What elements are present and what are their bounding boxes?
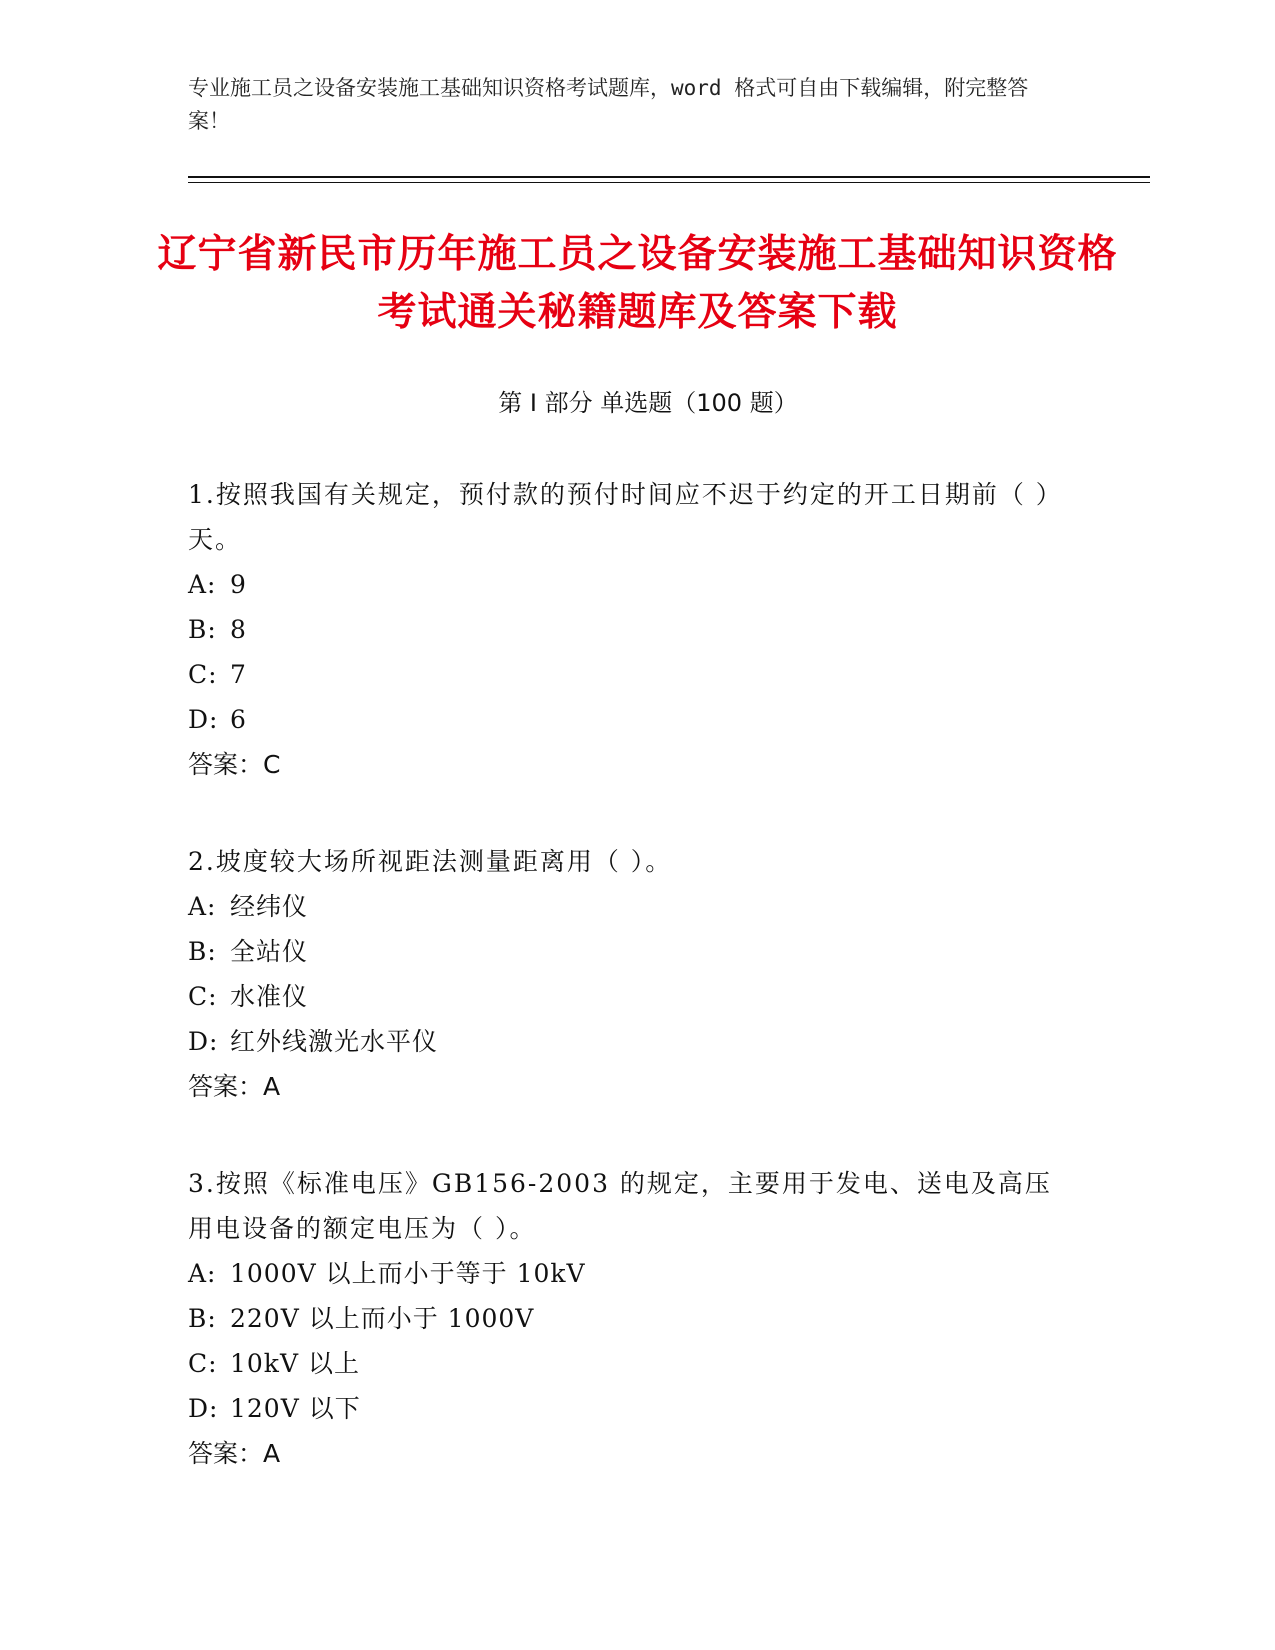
header-divider-thin (188, 182, 1150, 183)
section-title: 第 I 部分 单选题（100 题） (498, 389, 798, 417)
option-a (188, 884, 1068, 929)
answer-line: 答案：A (188, 1072, 281, 1101)
option-letter: B: (188, 937, 217, 966)
option-letter: C: (188, 982, 218, 1011)
question-stem: 3.按照《标准电压》GB156-2003 的规定，主要用于发电、送电及高压用电设备的额定电压为（ ）。 (188, 1169, 1052, 1243)
answer-line: 答案：A (188, 1439, 281, 1468)
question-list (188, 472, 1068, 1528)
question-stem: 2.坡度较大场所视距法测量距离用（ ）。 (188, 847, 673, 876)
header-divider-thick (188, 176, 1150, 178)
option-c (188, 974, 1068, 1019)
option-a (188, 562, 1068, 607)
question-2 (188, 839, 1068, 1109)
answer-line: 答案：C (188, 750, 281, 779)
option-text: 全站仪 (230, 937, 309, 966)
option-c (188, 652, 1068, 697)
option-letter: A: (188, 570, 217, 599)
option-a (188, 1251, 1068, 1296)
option-text: 经纬仪 (230, 892, 309, 921)
document-title: 辽宁省新民市历年施工员之设备安装施工基础知识资格考试通关秘籍题库及答案下载 (157, 232, 1118, 335)
option-text: 120V 以下 (230, 1394, 361, 1423)
header-note: 专业施工员之设备安装施工基础知识资格考试题库，word 格式可自由下载编辑，附完整答案！ (188, 76, 1029, 133)
option-text: 7 (230, 660, 247, 689)
option-letter: C: (188, 1349, 218, 1378)
option-d (188, 1386, 1068, 1431)
question-1 (188, 472, 1068, 787)
option-b (188, 1296, 1068, 1341)
option-letter: C: (188, 660, 218, 689)
option-text: 1000V 以上而小于等于 10kV (230, 1259, 586, 1288)
option-letter: A: (188, 1259, 217, 1288)
option-letter: B: (188, 615, 217, 644)
option-b (188, 929, 1068, 974)
option-letter: D: (188, 705, 219, 734)
option-letter: D: (188, 1027, 219, 1056)
option-text: 220V 以上而小于 1000V (230, 1304, 535, 1333)
option-letter: A: (188, 892, 217, 921)
option-c (188, 1341, 1068, 1386)
option-d (188, 697, 1068, 742)
option-text: 9 (230, 570, 247, 599)
option-text: 10kV 以上 (230, 1349, 360, 1378)
option-text: 红外线激光水平仪 (230, 1027, 439, 1056)
option-letter: D: (188, 1394, 219, 1423)
option-letter: B: (188, 1304, 217, 1333)
option-d (188, 1019, 1068, 1064)
option-text: 6 (230, 705, 247, 734)
option-text: 8 (230, 615, 247, 644)
option-b (188, 607, 1068, 652)
question-3 (188, 1161, 1068, 1476)
question-stem: 1.按照我国有关规定，预付款的预付时间应不迟于约定的开工日期前（ ）天。 (188, 480, 1063, 554)
option-text: 水准仪 (230, 982, 309, 1011)
